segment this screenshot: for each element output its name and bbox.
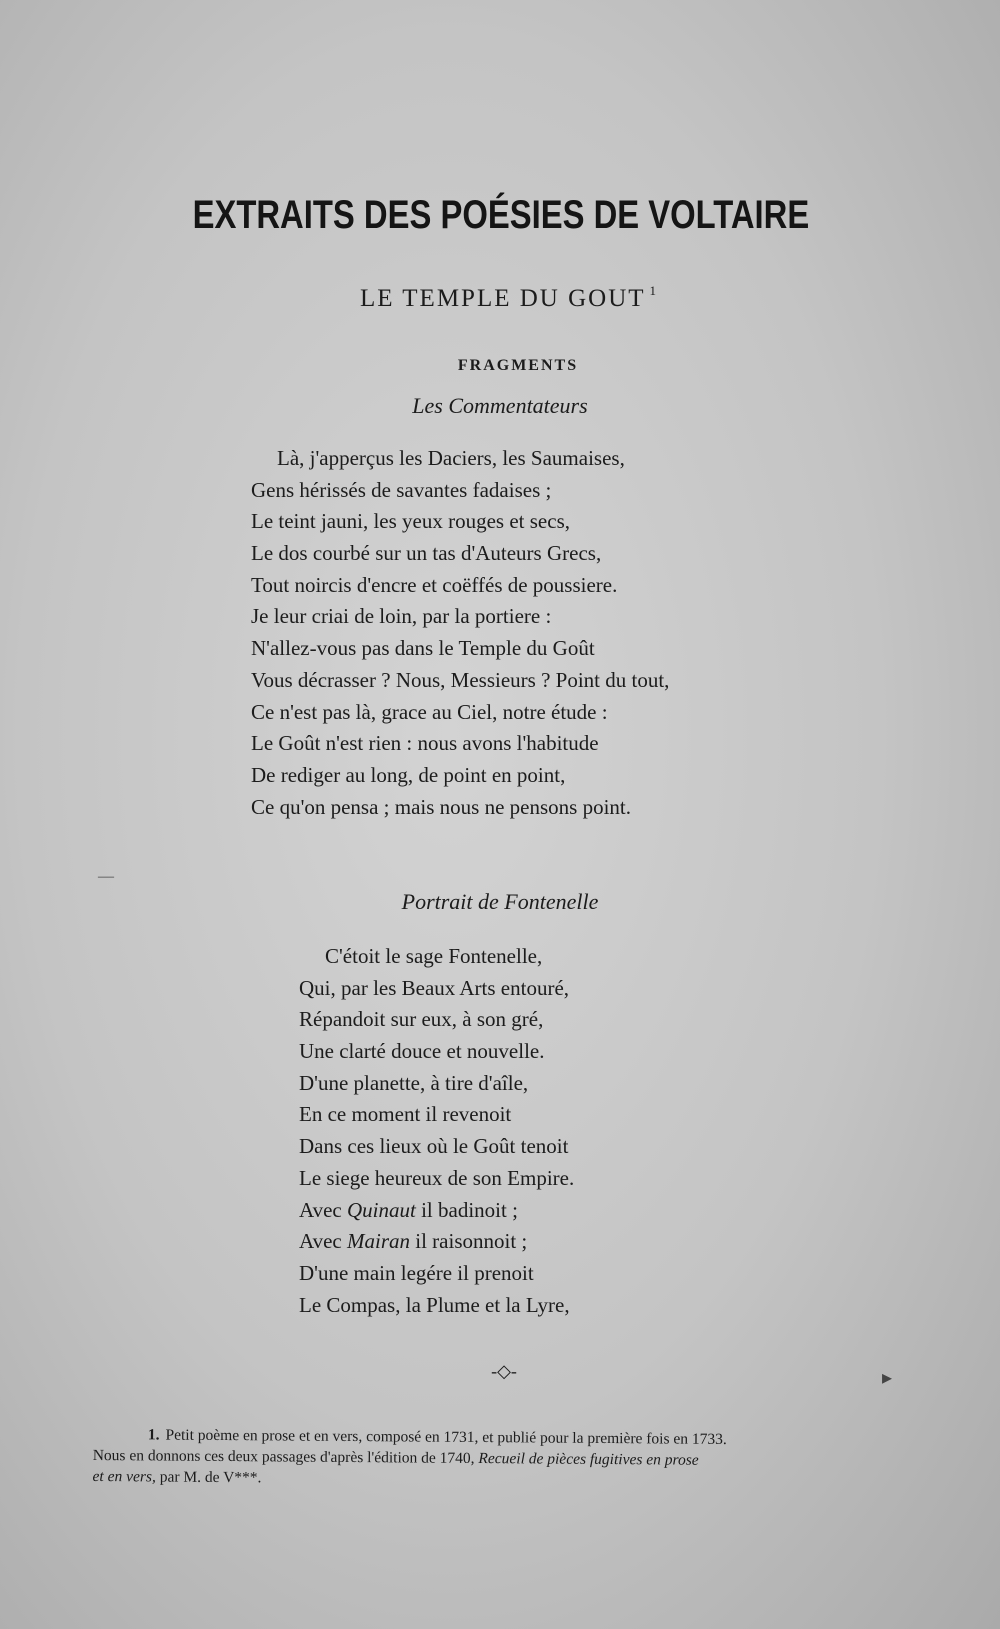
footnote: [93, 1424, 901, 1493]
verse-line: Le dos courbé sur un tas d'Auteurs Grecs,: [251, 541, 602, 566]
margin-mark: —: [98, 868, 114, 885]
verse-line: Ce qu'on pensa ; mais nous ne pensons point.: [251, 794, 631, 819]
verse-line: Là, j'apperçus les Daciers, les Saumaises,: [277, 446, 625, 470]
verse-line: Avec Mairan il raisonnoit ;: [299, 1229, 528, 1254]
verse-line: En ce moment il revenoit: [299, 1102, 512, 1127]
verse-line: Le Compas, la Plume et la Lyre,: [299, 1292, 570, 1317]
verse-line: De rediger au long, de point en point,: [251, 762, 566, 787]
margin-mark: ▸: [882, 1367, 893, 1389]
verse-line: Tout noircis d'encre et coëffés de poussiere.: [251, 572, 618, 597]
poem-title-text: LE TEMPLE DU GOUT: [359, 285, 646, 312]
verse-line: D'une planette, à tire d'aîle,: [299, 1070, 529, 1095]
fragments-label: FRAGMENTS: [457, 357, 579, 374]
section-title-fontenelle: Portrait de Fontenelle: [401, 889, 599, 914]
verse-line: Le Goût n'est rien : nous avons l'habitude: [251, 731, 599, 756]
verse-line: C'étoit le sage Fontenelle,: [325, 944, 543, 968]
verse-line: Qui, par les Beaux Arts entouré,: [299, 975, 570, 1000]
verse-line: Ce n'est pas là, grace au Ciel, notre étude :: [251, 699, 608, 724]
verse-line: Le teint jauni, les yeux rouges et secs,: [251, 509, 570, 534]
section-title-commentateurs: Les Commentateurs: [412, 393, 588, 418]
verse-line: Répandoit sur eux, à son gré,: [299, 1007, 544, 1032]
footnote-italic-text: et en vers,: [92, 1467, 156, 1486]
verse-line: Gens hérissés de savantes fadaises ;: [251, 477, 552, 502]
verse-commentateurs: [251, 443, 669, 823]
ornament-divider: -◇-: [491, 1361, 517, 1381]
footnote-text: Nous en donnons ces deux passages d'après l'édition de 1740,: [92, 1446, 475, 1467]
poem-title: [0, 285, 1000, 313]
verse-line: N'allez-vous pas dans le Temple du Goût: [251, 636, 595, 661]
italic-name: Quinaut: [347, 1197, 416, 1222]
footnote-text: Petit poème en prose et en vers, composé en 1731, et publié pour la première fois en 1733.: [165, 1426, 727, 1448]
footnote-number: 1.: [147, 1426, 160, 1444]
footnote-text: par M. de V***.: [159, 1468, 262, 1487]
verse-line: Je leur criai de loin, par la portiere :: [251, 604, 552, 629]
verse-fontenelle: [299, 941, 574, 1321]
verse-line: Avec Quinaut il badinoit ;: [299, 1197, 518, 1222]
page-title: EXTRAITS DES POÉSIES DE VOLTAIRE: [192, 193, 810, 237]
verse-line: Dans ces lieux où le Goût tenoit: [299, 1134, 569, 1159]
verse-line: Vous décrasser ? Nous, Messieurs ? Point du tout,: [251, 667, 670, 692]
verse-line: D'une main legére il prenoit: [299, 1260, 534, 1285]
verse-line: Une clarté douce et nouvelle.: [299, 1039, 545, 1064]
footnote-italic-text: Recueil de pièces fugitives en prose: [478, 1450, 699, 1469]
footnote-reference: 1: [649, 283, 659, 298]
verse-line: Le siege heureux de son Empire.: [299, 1165, 575, 1190]
italic-name: Mairan: [347, 1229, 410, 1254]
